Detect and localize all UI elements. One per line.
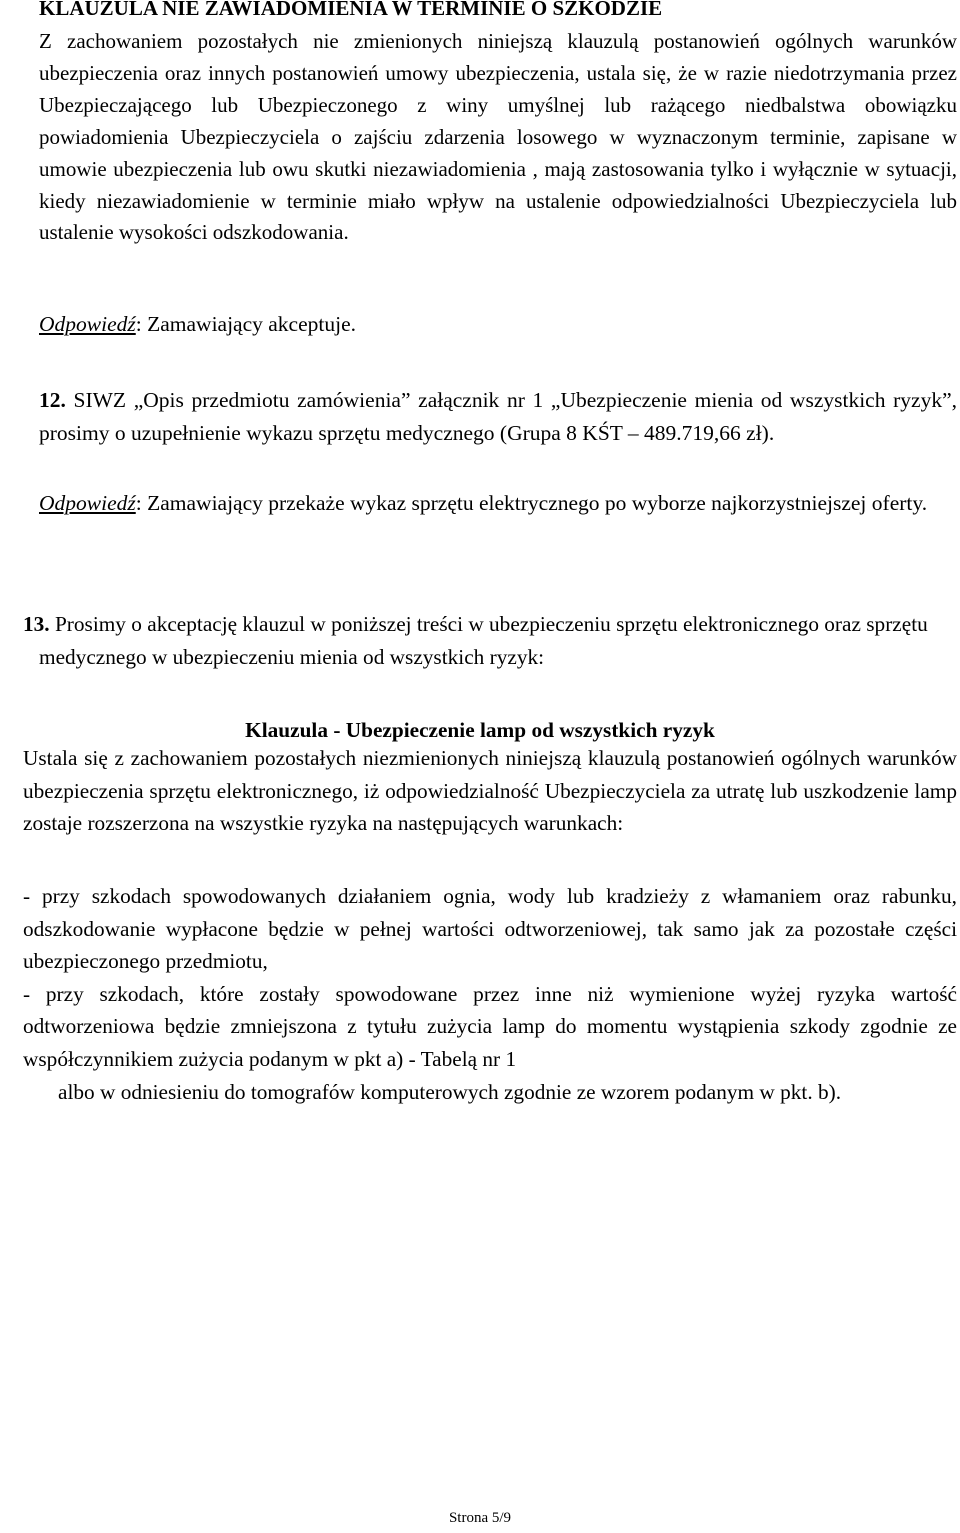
answer-text: : Zamawiający przekaże wykaz sprzętu elektrycznego po wyborze najkorzystniejszej oferty. [135,491,928,515]
question-text: SIWZ „Opis przedmiotu zamówienia” załącznik nr 1 „Ubezpieczenie mienia od wszystkich ryzyk”, prosimy o uzupełnienie wykazu sprzętu medycznego (Grupa 8 KŚT – 489.719,66 zł). [39,388,957,445]
question-number: 12. [39,388,66,412]
clause-heading-notification: KLAUZULA NIE ZAWIADOMIENIA W TERMINIE O SZKODZIE [39,0,663,20]
condition-item: albo w odniesieniu do tomografów komputerowych zgodnie ze wzorem podanym w pkt. b). [58,1079,842,1104]
answer-question-12 [39,487,957,520]
clause-heading-lamps: Klauzula - Ubezpieczenie lamp od wszystkich ryzyk [245,718,715,742]
condition-item: - przy szkodach, które zostały spowodowane przez inne niż wymienione wyżej ryzyka wartość odtworzeniowa będzie zmniejszona z tytułu zużycia lamp do momentu wystąpienia szkody zgodnie ze współczynnikiem zużycia podanym w pkt a) - Tabelą nr 1 [23,981,957,1071]
clause-notification-text: Z zachowaniem pozostałych nie zmienionych niniejszą klauzulą postanowień ogólnych warunków ubezpieczenia oraz innych postanowień umowy ubezpieczenia, ustala się, że w razie niedotrzymania przez Ubezpieczającego lub Ubezpieczonego z winy umyślnej lub rażącego niedbalstwa obowiązku powiadomienia Ubezpieczyciela o zajściu zdarzenia losowego w wyznaczonym terminie, zapisane w umowie ubezpieczenia lub owu skutki niezawiadomienia , mają zastosowania tylko i wyłącznie w sytuacji, kiedy niezawiadomienie w terminie miało wpływ na ustalenie odpowiedzialności Ubezpieczyciela lub ustalenie wysokości odszkodowania. [39,29,957,245]
answer-text: : Zamawiający akceptuje. [135,312,357,336]
clause-lamps-conditions [23,880,957,1108]
question-text: Prosimy o akceptację klauzul w poniższej treści w ubezpieczeniu sprzętu elektronicznego oraz sprzętu medycznego w ubezpieczeniu mienia od wszystkich ryzyk: [39,612,928,669]
page-number: Strona 5/9 [448,1510,512,1526]
question-12 [39,384,957,449]
clause-lamps-intro: Ustala się z zachowaniem pozostałych niezmienionych niniejszą klauzulą postanowień ogólnych warunków ubezpieczenia sprzętu elektronicznego, iż odpowiedzialność Ubezpieczyciela za utratę lub uszkodzenie lamp zostaje rozszerzona na wszystkie ryzyka na następujących warunkach: [23,746,957,836]
question-number: 13. [23,612,50,636]
condition-item: - przy szkodach spowodowanych działaniem ognia, wody lub kradzieży z włamaniem oraz rabunku, odszkodowanie wypłacone będzie w pełnej wartości odtworzeniowej, tak samo jak za pozostałe części ubezpieczonego przedmiotu, [23,884,957,974]
answer-label: Odpowiedź [39,312,136,336]
answer-clause-notification [39,308,957,341]
answer-label: Odpowiedź [39,491,136,515]
question-13 [23,608,957,673]
